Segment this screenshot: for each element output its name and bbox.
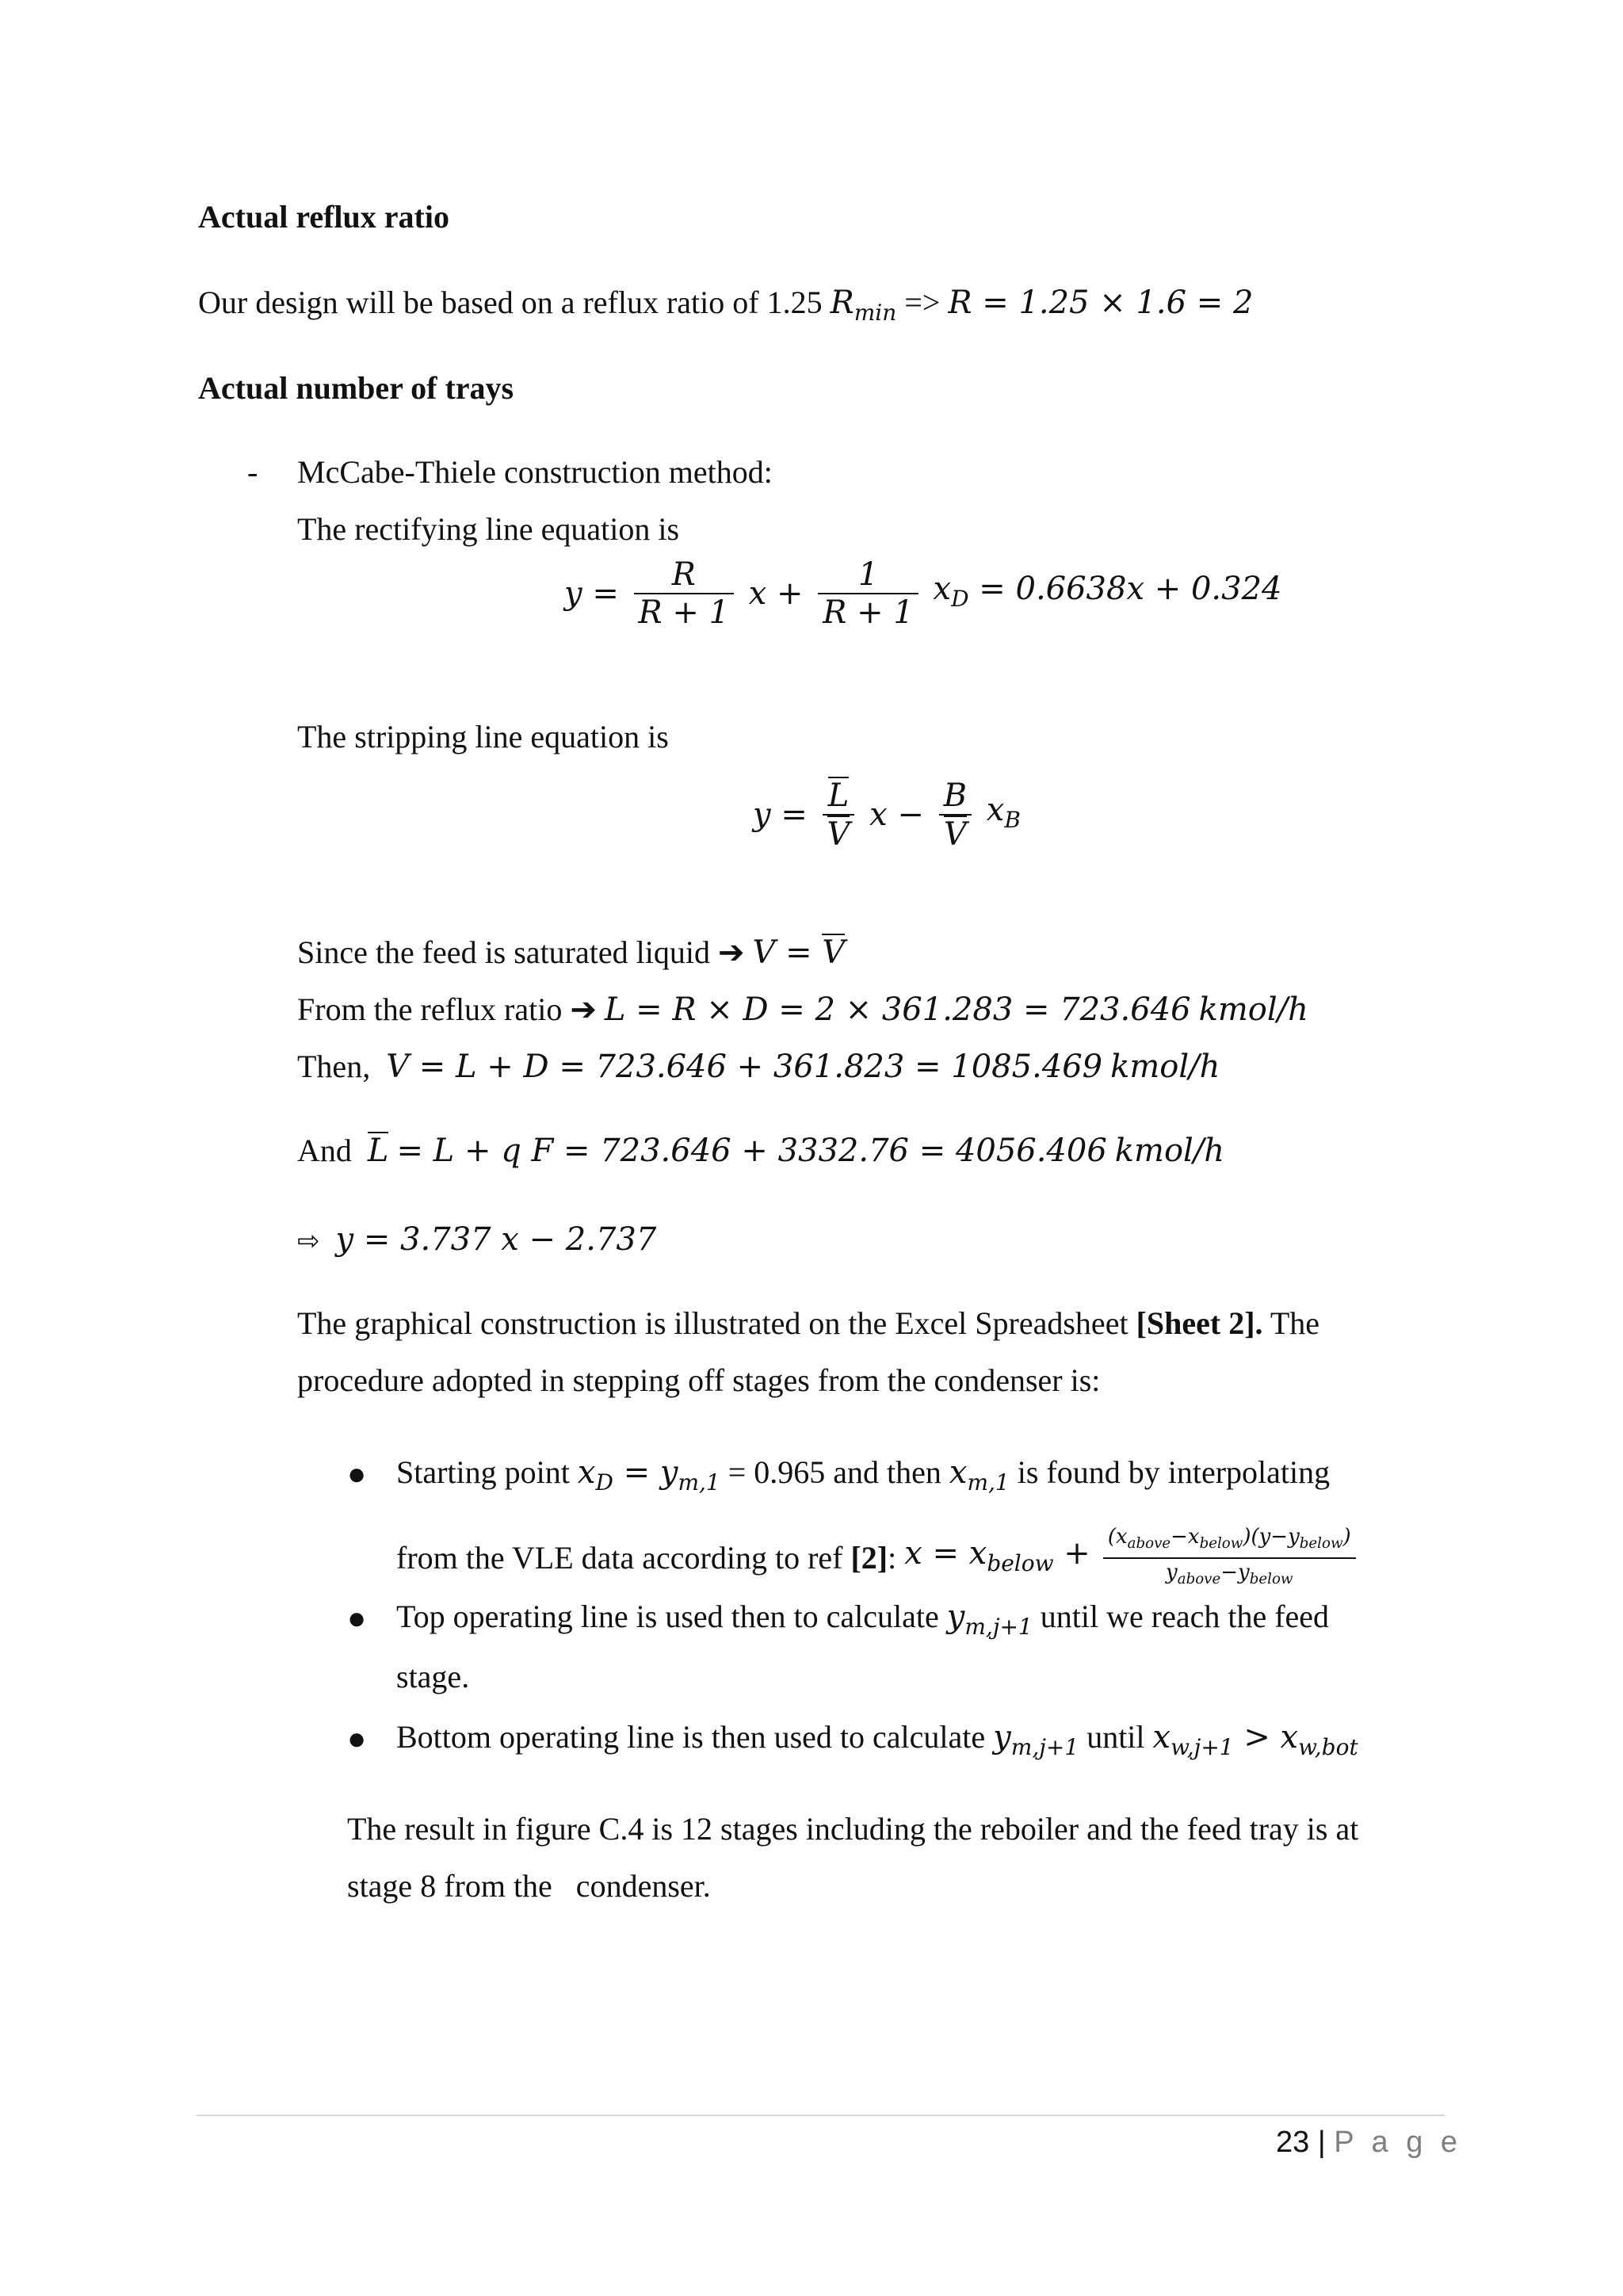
stripping-line-result: y = 3.737 x − 2.737 bbox=[335, 1221, 657, 1258]
right-arrow-icon: ➔ bbox=[717, 934, 745, 970]
stripping-line-equation: y = $\frac{L}{V}$ x − $\frac{B}{V}$ $x_B$ bbox=[753, 777, 1021, 853]
sheet-reference: [Sheet 2]. bbox=[1136, 1305, 1263, 1341]
bullet-2-line1 bbox=[396, 1598, 1329, 1646]
bullet-3-line1 bbox=[396, 1718, 1358, 1767]
and-label: And bbox=[297, 1133, 352, 1168]
bullet-1-text-b: = 0.965 and then bbox=[727, 1454, 941, 1490]
rectifying-line-equation: y = $\frac{R}{R + 1}$ x + $\frac{1}{R + 1}$ $x_D = 0.6638x + 0.324$ bbox=[564, 556, 1282, 631]
vle-reference: [2] bbox=[850, 1540, 888, 1576]
right-arrow-icon: ➔ bbox=[570, 991, 597, 1027]
footer-separator: | bbox=[1317, 2126, 1326, 2159]
bullet-1-line1 bbox=[396, 1454, 1330, 1502]
implies-arrow-icon: ⇨ bbox=[297, 1225, 320, 1257]
vapor-flow-equation: V = L + D = 723.646 + 361.823 = 1085.469 bbox=[386, 1049, 1103, 1085]
unit-kmol-h: kmol/h bbox=[1198, 991, 1308, 1028]
stripping-line-intro: The stripping line equation is bbox=[297, 719, 669, 755]
result-line1: The result in figure C.4 is 12 stages including the reboiler and the feed tray is at bbox=[347, 1811, 1359, 1847]
stripping-result-line bbox=[297, 1221, 656, 1260]
list-dash: - bbox=[247, 454, 258, 490]
bullet-2-text-a: Top operating line is used then to calculate bbox=[396, 1599, 939, 1634]
ym-j-plus-1-symbol: $y_{m,j+1}$ bbox=[946, 1599, 1033, 1640]
graphical-text-b: The bbox=[1270, 1305, 1319, 1341]
bullet-1-line2-text: from the VLE data according to ref bbox=[396, 1540, 843, 1576]
ym-j-plus-1-symbol: $y_{m,j+1}$ bbox=[993, 1719, 1079, 1760]
bullet-1-line2: from the VLE data according to ref [2]: $x = x_{below}$ + $\frac{(x_{above}-x_{below})(y-y_{below})}{y_{above}-y_{below}}$ bbox=[396, 1523, 1361, 1593]
bullet-dot: ● bbox=[347, 1456, 367, 1492]
page-number: 23 bbox=[1276, 2126, 1310, 2159]
then-label: Then, bbox=[297, 1049, 371, 1084]
stripping-liquid-equation: = L + q F = 723.646 + 3332.76 = 4056.406 bbox=[396, 1133, 1107, 1169]
v-equals-vbar: V = V bbox=[752, 934, 846, 971]
from-reflux-text: From the reflux ratio bbox=[297, 991, 563, 1027]
bullet-dot: ● bbox=[347, 1600, 367, 1636]
interpolation-fraction: $\frac{(x_{above}-x_{below})(y-y_{below})}{y_{above}-y_{below}}$ bbox=[1103, 1523, 1356, 1593]
result-line2: stage 8 from the condenser. bbox=[347, 1868, 711, 1904]
page-footer bbox=[1276, 2124, 1462, 2160]
fraction-b-over-vbar: $\frac{B}{V}$ bbox=[939, 777, 972, 853]
liquid-flow-equation: L = R × D = 2 × 361.283 = 723.646 bbox=[604, 991, 1191, 1028]
fraction-1-over-r-plus-1: $\frac{1}{R + 1}$ bbox=[818, 556, 918, 631]
saturated-liquid-line bbox=[297, 934, 845, 972]
xm1-symbol: $x_{m,1}$ bbox=[949, 1454, 1010, 1496]
r-min-symbol: $R_{min}$ bbox=[830, 285, 897, 326]
bullet-2-text-b: until we reach the feed bbox=[1040, 1599, 1330, 1634]
xw-condition: $x_{w,j+1} > x_{w,bot}$ bbox=[1152, 1719, 1358, 1760]
saturated-text: Since the feed is saturated liquid bbox=[297, 934, 710, 970]
heading-actual-reflux-ratio: Actual reflux ratio bbox=[198, 199, 449, 235]
graphical-text-a: The graphical construction is illustrated on the Excel Spreadsheet bbox=[297, 1305, 1128, 1341]
vapor-flow-line bbox=[297, 1048, 1220, 1086]
bullet-1-text-a: Starting point bbox=[396, 1454, 570, 1490]
heading-actual-number-of-trays: Actual number of trays bbox=[198, 370, 514, 406]
bullet-1-text-c: is found by interpolating bbox=[1017, 1454, 1331, 1490]
l-bar-symbol: L bbox=[367, 1133, 389, 1169]
reflux-equation: R = 1.25 × 1.6 = 2 bbox=[948, 285, 1254, 321]
bullet-3-text-b: until bbox=[1086, 1719, 1145, 1755]
interpolation-formula: $x = x_{below}$ + bbox=[904, 1534, 1090, 1576]
stripping-liquid-line bbox=[297, 1132, 1224, 1170]
reflux-sentence-text: Our design will be based on a reflux ratio of 1.25 bbox=[198, 285, 823, 320]
unit-kmol-h: kmol/h bbox=[1114, 1133, 1225, 1169]
method-label: McCabe-Thiele construction method: bbox=[297, 454, 773, 490]
reflux-ratio-sentence bbox=[198, 284, 1253, 332]
bullet-dot: ● bbox=[347, 1721, 367, 1756]
footer-divider bbox=[197, 2115, 1445, 2116]
xd-equals-ym1: $x_D = y_{m,1}$ bbox=[577, 1454, 720, 1496]
fraction-lbar-over-vbar: $\frac{L}{V}$ bbox=[823, 777, 855, 853]
reflux-ratio-line bbox=[297, 991, 1308, 1029]
implies-arrow: => bbox=[904, 285, 941, 320]
graphical-construction-line1 bbox=[297, 1305, 1319, 1343]
fraction-r-over-r-plus-1: $\frac{R}{R + 1}$ bbox=[634, 556, 735, 631]
bullet-2-line2: stage. bbox=[396, 1659, 470, 1694]
rectifying-result: = 0.6638x + 0.324 bbox=[979, 570, 1282, 607]
rectifying-line-intro: The rectifying line equation is bbox=[297, 511, 680, 547]
bullet-3-text-a: Bottom operating line is then used to calculate bbox=[396, 1719, 986, 1755]
page-label: P a g e bbox=[1334, 2126, 1463, 2159]
unit-kmol-h: kmol/h bbox=[1110, 1049, 1220, 1085]
graphical-construction-line2: procedure adopted in stepping off stages from the condenser is: bbox=[297, 1362, 1101, 1398]
